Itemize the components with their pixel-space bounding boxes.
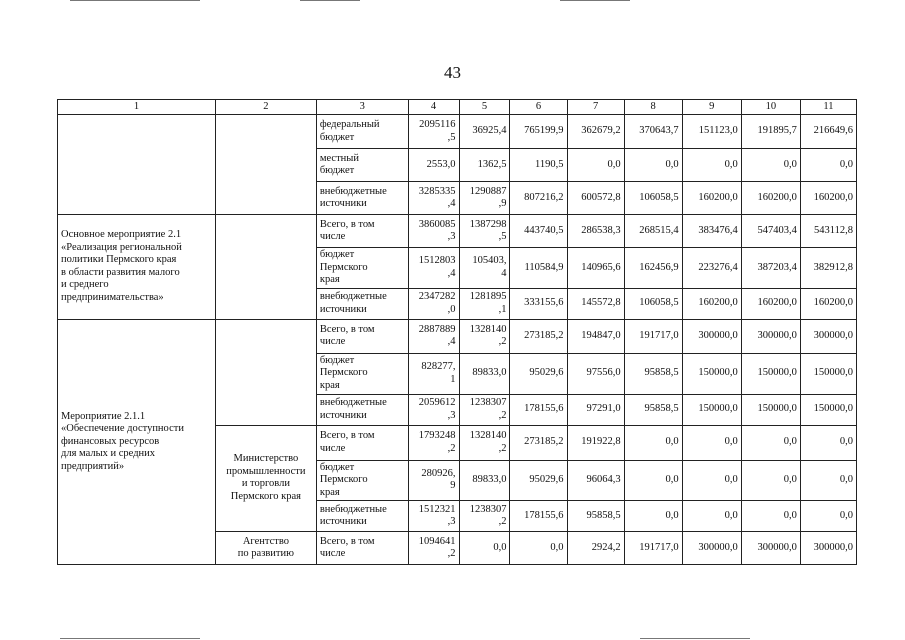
value-cell: 0,0 [682,425,741,460]
value-cell: 150000,0 [682,394,741,425]
value-cell: 273185,2 [510,319,567,353]
value-cell: 95858,5 [567,501,624,532]
budget-table [57,99,857,565]
value-cell: 0,0 [682,149,741,182]
value-cell: 300000,0 [682,532,741,565]
funding-source-cell: местный бюджет [316,149,408,182]
executor-cell: Министерство промышленности и торговли Пермского края [215,425,316,532]
value-cell: 333155,6 [510,288,567,319]
column-header: 4 [408,100,459,115]
value-cell: 105403, 4 [459,248,510,289]
table-row [58,115,857,149]
value-cell: 160200,0 [800,182,856,215]
value-cell: 0,0 [624,460,682,501]
value-cell: 160200,0 [741,288,800,319]
value-cell: 2347282 ,0 [408,288,459,319]
value-cell: 216649,6 [800,115,856,149]
value-cell: 160200,0 [682,288,741,319]
value-cell: 2887889 ,4 [408,319,459,353]
value-cell: 1190,5 [510,149,567,182]
value-cell: 268515,4 [624,215,682,248]
value-cell: 1512321 ,3 [408,501,459,532]
funding-source-cell: внебюджетные источники [316,501,408,532]
value-cell: 106058,5 [624,288,682,319]
value-cell: 443740,5 [510,215,567,248]
value-cell: 178155,6 [510,394,567,425]
value-cell: 151123,0 [682,115,741,149]
funding-source-cell: внебюджетные источники [316,182,408,215]
value-cell: 370643,7 [624,115,682,149]
column-header: 2 [215,100,316,115]
value-cell: 110584,9 [510,248,567,289]
value-cell: 1328140 ,2 [459,319,510,353]
value-cell: 95858,5 [624,353,682,394]
value-cell: 600572,8 [567,182,624,215]
value-cell: 95858,5 [624,394,682,425]
funding-source-cell: бюджет Пермского края [316,248,408,289]
header-row [58,100,857,115]
value-cell: 96064,3 [567,460,624,501]
value-cell: 807216,2 [510,182,567,215]
column-header: 5 [459,100,510,115]
value-cell: 191922,8 [567,425,624,460]
value-cell: 1281895 ,1 [459,288,510,319]
column-header: 3 [316,100,408,115]
value-cell: 1362,5 [459,149,510,182]
value-cell: 0,0 [741,425,800,460]
top-scan-mark-right [560,0,630,1]
value-cell: 2553,0 [408,149,459,182]
value-cell: 3860085 ,3 [408,215,459,248]
value-cell: 162456,9 [624,248,682,289]
value-cell: 280926, 9 [408,460,459,501]
top-scan-mark-center [300,0,360,1]
funding-source-cell: Всего, в том числе [316,319,408,353]
value-cell: 0,0 [510,532,567,565]
value-cell: 194847,0 [567,319,624,353]
value-cell: 36925,4 [459,115,510,149]
value-cell: 2924,2 [567,532,624,565]
column-header: 1 [58,100,216,115]
value-cell: 0,0 [682,501,741,532]
measure-name-cell [58,115,216,215]
value-cell: 145572,8 [567,288,624,319]
value-cell: 89833,0 [459,460,510,501]
value-cell: 0,0 [800,149,856,182]
table-row [58,215,857,248]
bottom-scan-mark-left [60,638,200,639]
value-cell: 300000,0 [741,532,800,565]
value-cell: 828277, 1 [408,353,459,394]
value-cell: 2059612 ,3 [408,394,459,425]
value-cell: 150000,0 [741,353,800,394]
value-cell: 382912,8 [800,248,856,289]
value-cell: 0,0 [800,501,856,532]
executor-cell [215,319,316,425]
value-cell: 0,0 [800,460,856,501]
value-cell: 387203,4 [741,248,800,289]
value-cell: 547403,4 [741,215,800,248]
table-row [58,319,857,353]
value-cell: 273185,2 [510,425,567,460]
top-scan-mark-left [70,0,200,1]
executor-cell [215,215,316,320]
value-cell: 362679,2 [567,115,624,149]
value-cell: 95029,6 [510,353,567,394]
value-cell: 160200,0 [800,288,856,319]
value-cell: 1290887 ,9 [459,182,510,215]
funding-source-cell: федеральный бюджет [316,115,408,149]
value-cell: 191895,7 [741,115,800,149]
value-cell: 300000,0 [800,532,856,565]
value-cell: 0,0 [624,149,682,182]
value-cell: 3285335 ,4 [408,182,459,215]
funding-source-cell: внебюджетные источники [316,394,408,425]
value-cell: 178155,6 [510,501,567,532]
value-cell: 0,0 [567,149,624,182]
measure-name-cell: Мероприятие 2.1.1 «Обеспечение доступности финансовых ресурсов для малых и средних предприятий» [58,319,216,565]
value-cell: 300000,0 [741,319,800,353]
value-cell: 0,0 [459,532,510,565]
value-cell: 0,0 [624,425,682,460]
funding-source-cell: Всего, в том числе [316,532,408,565]
funding-source-cell: Всего, в том числе [316,215,408,248]
value-cell: 1328140 ,2 [459,425,510,460]
bottom-scan-mark-right [640,638,750,639]
value-cell: 765199,9 [510,115,567,149]
value-cell: 97556,0 [567,353,624,394]
value-cell: 150000,0 [800,353,856,394]
value-cell: 0,0 [682,460,741,501]
value-cell: 150000,0 [741,394,800,425]
value-cell: 0,0 [741,460,800,501]
value-cell: 1387298 ,5 [459,215,510,248]
value-cell: 383476,4 [682,215,741,248]
value-cell: 0,0 [800,425,856,460]
value-cell: 89833,0 [459,353,510,394]
funding-source-cell: внебюджетные источники [316,288,408,319]
funding-source-cell: бюджет Пермского края [316,460,408,501]
value-cell: 0,0 [741,501,800,532]
value-cell: 0,0 [741,149,800,182]
value-cell: 95029,6 [510,460,567,501]
column-header: 10 [741,100,800,115]
page-number: 43 [444,63,461,82]
value-cell: 1512803 ,4 [408,248,459,289]
value-cell: 2095116 ,5 [408,115,459,149]
value-cell: 1238307 ,2 [459,394,510,425]
value-cell: 150000,0 [800,394,856,425]
measure-name-cell: Основное мероприятие 2.1 «Реализация региональной политики Пермского края в области развития малого и среднего предпринимательства» [58,215,216,320]
executor-cell [215,115,316,215]
executor-cell: Агентство по развитию [215,532,316,565]
funding-source-cell: Всего, в том числе [316,425,408,460]
column-header: 8 [624,100,682,115]
value-cell: 140965,6 [567,248,624,289]
value-cell: 160200,0 [741,182,800,215]
column-header: 6 [510,100,567,115]
value-cell: 1793248 ,2 [408,425,459,460]
column-header: 11 [800,100,856,115]
funding-source-cell: бюджет Пермского края [316,353,408,394]
value-cell: 300000,0 [682,319,741,353]
value-cell: 1094641 ,2 [408,532,459,565]
column-header: 9 [682,100,741,115]
value-cell: 191717,0 [624,319,682,353]
value-cell: 543112,8 [800,215,856,248]
value-cell: 160200,0 [682,182,741,215]
value-cell: 191717,0 [624,532,682,565]
value-cell: 106058,5 [624,182,682,215]
value-cell: 286538,3 [567,215,624,248]
value-cell: 1238307 ,2 [459,501,510,532]
value-cell: 150000,0 [682,353,741,394]
value-cell: 223276,4 [682,248,741,289]
value-cell: 0,0 [624,501,682,532]
value-cell: 97291,0 [567,394,624,425]
value-cell: 300000,0 [800,319,856,353]
column-header: 7 [567,100,624,115]
